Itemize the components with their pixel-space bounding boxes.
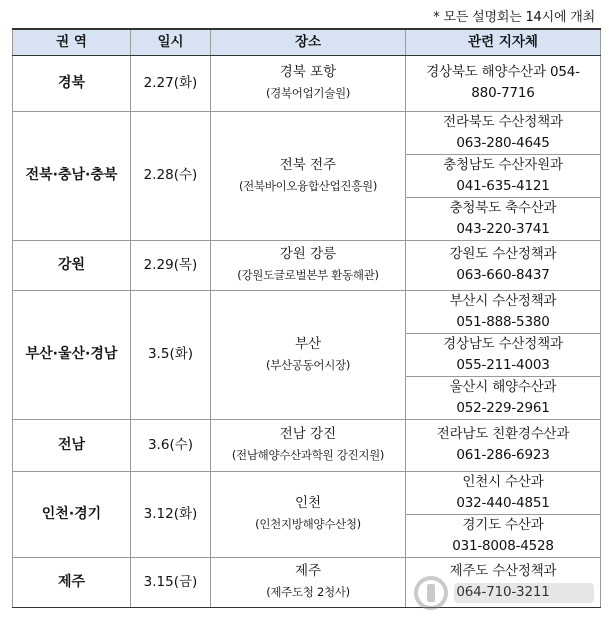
office-cell: [406, 55, 601, 111]
table-row: [13, 240, 601, 290]
place-name: 인천: [294, 495, 322, 511]
office-phone: 055-211-4003: [456, 356, 550, 373]
date-cell: 3.5(화): [131, 290, 211, 419]
date-cell: 3.15(금): [131, 557, 211, 607]
office-cell: [406, 471, 601, 514]
place-venue: (제주도청 2청사): [266, 585, 350, 599]
table-row: [13, 419, 601, 471]
office-phone: 041-635-4121: [456, 177, 550, 194]
header-region: 권 역: [13, 29, 131, 55]
office-cell: [406, 154, 601, 197]
place-cell: [211, 419, 406, 471]
office-cell: [406, 240, 601, 290]
table-row: [13, 557, 601, 607]
place-name: 전남 강진: [279, 426, 337, 442]
office-cell: [406, 333, 601, 376]
place-venue: (부산공동어시장): [265, 357, 351, 372]
office-name: 충청남도 수산자원과: [443, 156, 563, 173]
office-phone: 064-710-3211: [456, 584, 550, 600]
office-phone: 031-8008-4528: [452, 537, 554, 554]
region-cell: 제주: [13, 557, 131, 607]
place-venue: (인천지방해양수산청): [255, 517, 361, 531]
header-office: 관련 지자체: [406, 29, 601, 55]
place-venue: (전북바이오융합산업진흥원): [238, 178, 378, 193]
place-cell: [211, 111, 406, 240]
place-name: 경북 포항: [279, 64, 337, 80]
office-cell: [406, 290, 601, 333]
office-name: 울산시 해양수산과: [449, 378, 557, 395]
place-cell: [211, 240, 406, 290]
region-cell: 강원: [13, 240, 131, 290]
office-name: 부산시 수산정책과: [449, 292, 557, 309]
table-row: [13, 55, 601, 111]
office-phone: 063-660-8437: [456, 267, 550, 283]
place-venue: (전남해양수산과학원 강진지원): [231, 448, 385, 462]
office-cell: [406, 376, 601, 419]
date-cell: 3.6(수): [131, 419, 211, 471]
office-name: 제주도 수산정책과: [449, 563, 557, 579]
place-venue: (강원도글로벌본부 환동해관): [237, 268, 379, 282]
office-cell: [406, 514, 601, 557]
office-phone: 880-7716: [471, 85, 535, 101]
office-cell: [406, 419, 601, 471]
region-cell: 인천·경기: [13, 471, 131, 557]
office-name: 인천시 수산과: [462, 473, 544, 490]
place-name: 부산: [294, 335, 322, 352]
date-cell: 2.29(목): [131, 240, 211, 290]
office-phone: 052-229-2961: [456, 399, 550, 416]
office-phone: 032-440-4851: [456, 494, 550, 511]
place-venue: (경북어업기술원): [265, 86, 351, 100]
table-row: [13, 290, 601, 333]
header-place: 장소: [211, 29, 406, 55]
briefing-schedule-table: [12, 28, 601, 608]
office-name: 전라남도 친환경수산과: [436, 426, 570, 442]
table-header-row: [13, 29, 601, 55]
office-name: 충청북도 축수산과: [449, 199, 557, 216]
office-name: 강원도 수산정책과: [449, 246, 557, 262]
region-cell: 전남: [13, 419, 131, 471]
region-cell: 부산·울산·경남: [13, 290, 131, 419]
office-name: 경기도 수산과: [462, 516, 544, 533]
office-name: 전라북도 수산정책과: [443, 113, 563, 130]
office-phone: 051-888-5380: [456, 313, 550, 330]
region-cell: 경북: [13, 55, 131, 111]
place-cell: [211, 471, 406, 557]
place-name: 강원 강릉: [279, 246, 337, 262]
place-cell: [211, 55, 406, 111]
office-cell: [406, 111, 601, 154]
region-cell: 전북·충남·충북: [13, 111, 131, 240]
place-cell: [211, 290, 406, 419]
date-cell: 2.27(화): [131, 55, 211, 111]
office-cell: [406, 557, 601, 607]
office-phone: 043-220-3741: [456, 220, 550, 237]
place-name: 제주: [294, 563, 322, 579]
office-phone: 063-280-4645: [456, 134, 550, 151]
table-row: [13, 111, 601, 154]
table-row: [13, 471, 601, 514]
office-phone: 061-286-6923: [456, 447, 550, 463]
footnote: * 모든 설명회는 14시에 개최: [433, 10, 595, 25]
office-name: 경상북도 해양수산과 054-: [426, 64, 580, 80]
date-cell: 2.28(수): [131, 111, 211, 240]
place-name: 전북 전주: [279, 156, 337, 173]
office-cell: [406, 197, 601, 240]
place-cell: [211, 557, 406, 607]
date-cell: 3.12(화): [131, 471, 211, 557]
office-name: 경상남도 수산정책과: [443, 335, 563, 352]
header-date: 일시: [131, 29, 211, 55]
